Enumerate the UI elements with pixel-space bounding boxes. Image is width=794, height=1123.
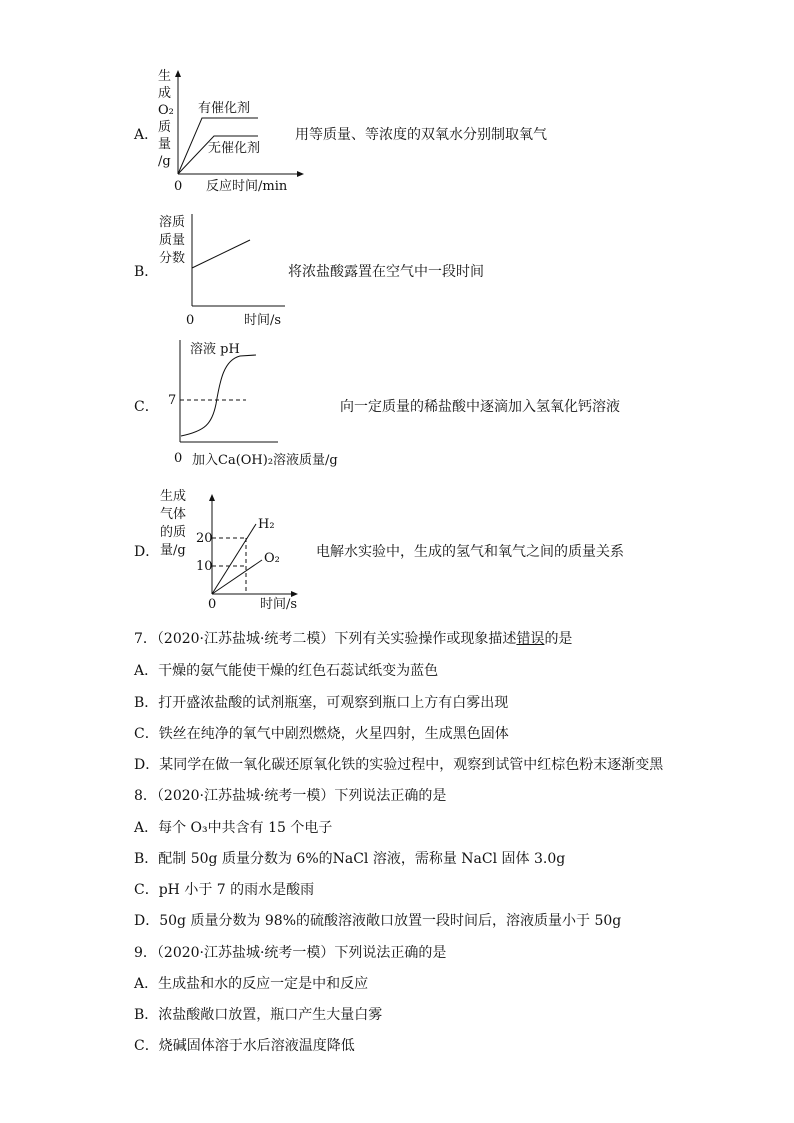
question-7-source: 7．（2020·江苏盐城·统考二模）下列有关实验操作或现象描述: [134, 631, 517, 647]
chart-a-ylabel-2: 成: [158, 86, 172, 101]
chart-a-y-arrow: [175, 70, 181, 77]
chart-a-x-arrow: [297, 171, 304, 177]
chart-d-y-arrow: [209, 494, 215, 501]
chart-b: [150, 206, 300, 328]
chart-a-xlabel: 反应时间/min: [206, 179, 288, 194]
chart-d-ytick-20: 20: [196, 531, 213, 546]
chart-a-ylabel-6: /g: [158, 154, 171, 169]
chart-c-ylabel: 溶液 pH: [190, 342, 240, 357]
question-7-choice-c: C．铁丝在纯净的氧气中剧烈燃烧，火星四射，生成黑色固体: [134, 726, 509, 742]
chart-d-line-h2: [212, 524, 256, 594]
question-7-emphasis: 错误: [516, 631, 545, 647]
chart-d-label-o2: O₂: [264, 551, 280, 566]
question-9-choice-b: B．浓盐酸敞口放置，瓶口产生大量白雾: [134, 1007, 383, 1023]
option-c-letter: C．: [134, 399, 159, 415]
question-7-stem: [134, 628, 572, 648]
chart-a-origin: 0: [174, 179, 183, 194]
chart-d-label-h2: H₂: [258, 517, 275, 532]
question-8-choice-b: B．配制 50g 质量分数为 6%的NaCl 溶液，需称量 NaCl 固体 3.0g: [134, 851, 566, 867]
question-7-choice-b: B．打开盛浓盐酸的试剂瓶塞，可观察到瓶口上方有白雾出现: [134, 695, 509, 711]
chart-a-ylabel-1: 生: [158, 69, 172, 84]
chart-c-origin: 0: [174, 451, 183, 466]
chart-d-line-o2: [212, 560, 262, 594]
chart-a: [150, 66, 310, 196]
question-7-tail: 的是: [544, 631, 573, 647]
question-8-choice-a: A．每个 O₃中共含有 15 个电子: [134, 820, 333, 836]
option-c-desc: 向一定质量的稀盐酸中逐滴加入氢氧化钙溶液: [340, 399, 620, 415]
chart-d-ylabel-2: 气体: [160, 507, 187, 522]
question-8-choice-d: D．50g 质量分数为 98%的硫酸溶液敞口放置一段时间后，溶液质量小于 50g: [134, 913, 622, 929]
chart-d-xlabel: 时间/s: [260, 597, 298, 612]
chart-b-xlabel: 时间/s: [244, 313, 282, 328]
chart-b-ylabel-1: 溶质: [159, 215, 186, 230]
question-9-choice-a: A．生成盐和水的反应一定是中和反应: [134, 976, 369, 992]
chart-b-origin: 0: [186, 313, 195, 328]
option-d-letter: D．: [134, 544, 160, 560]
question-9-stem: 9．（2020·江苏盐城·统考一模）下列说法正确的是: [134, 945, 447, 961]
chart-a-label-catalyst: 有催化剂: [198, 101, 251, 116]
question-7-choice-a: A．干燥的氨气能使干燥的红色石蕊试纸变为蓝色: [134, 663, 439, 679]
option-a-desc: 用等质量、等浓度的双氧水分别制取氧气: [295, 127, 547, 143]
chart-d-origin: 0: [208, 597, 217, 612]
chart-c-xlabel: 加入Ca(OH)₂溶液质量/g: [192, 453, 338, 468]
option-b-letter: B．: [134, 264, 159, 280]
chart-d-ylabel-1: 生成: [160, 489, 187, 504]
chart-a-ylabel-4: 质: [158, 120, 172, 135]
option-b-desc: 将浓盐酸露置在空气中一段时间: [288, 264, 484, 280]
chart-d: [150, 484, 310, 614]
chart-d-ylabel-4: 量/g: [160, 543, 186, 558]
chart-c-ph-curve: [181, 355, 256, 436]
chart-d-ylabel-3: 的质: [160, 525, 187, 540]
chart-a-ylabel-5: 量: [158, 137, 172, 152]
question-9-choice-c: C．烧碱固体溶于水后溶液温度降低: [134, 1038, 355, 1054]
question-8-stem: 8．（2020·江苏盐城·统考一模）下列说法正确的是: [134, 788, 447, 804]
chart-a-ylabel-3: O₂: [158, 103, 174, 118]
question-7-choice-d: D．某同学在做一氧化碳还原氧化铁的实验过程中，观察到试管中红棕色粉末逐渐变黑: [134, 757, 664, 773]
chart-c: [160, 336, 360, 471]
option-a-letter: A．: [134, 127, 159, 143]
chart-b-ylabel-3: 分数: [159, 251, 186, 266]
question-8-choice-c: C．pH 小于 7 的雨水是酸雨: [134, 882, 315, 898]
chart-b-line: [192, 240, 250, 268]
chart-c-ytick-7: 7: [168, 393, 177, 408]
option-d-desc: 电解水实验中，生成的氢气和氧气之间的质量关系: [316, 544, 624, 560]
chart-a-label-no-catalyst: 无催化剂: [208, 141, 261, 156]
chart-b-ylabel-2: 质量: [159, 233, 186, 248]
chart-d-ytick-10: 10: [196, 559, 213, 574]
